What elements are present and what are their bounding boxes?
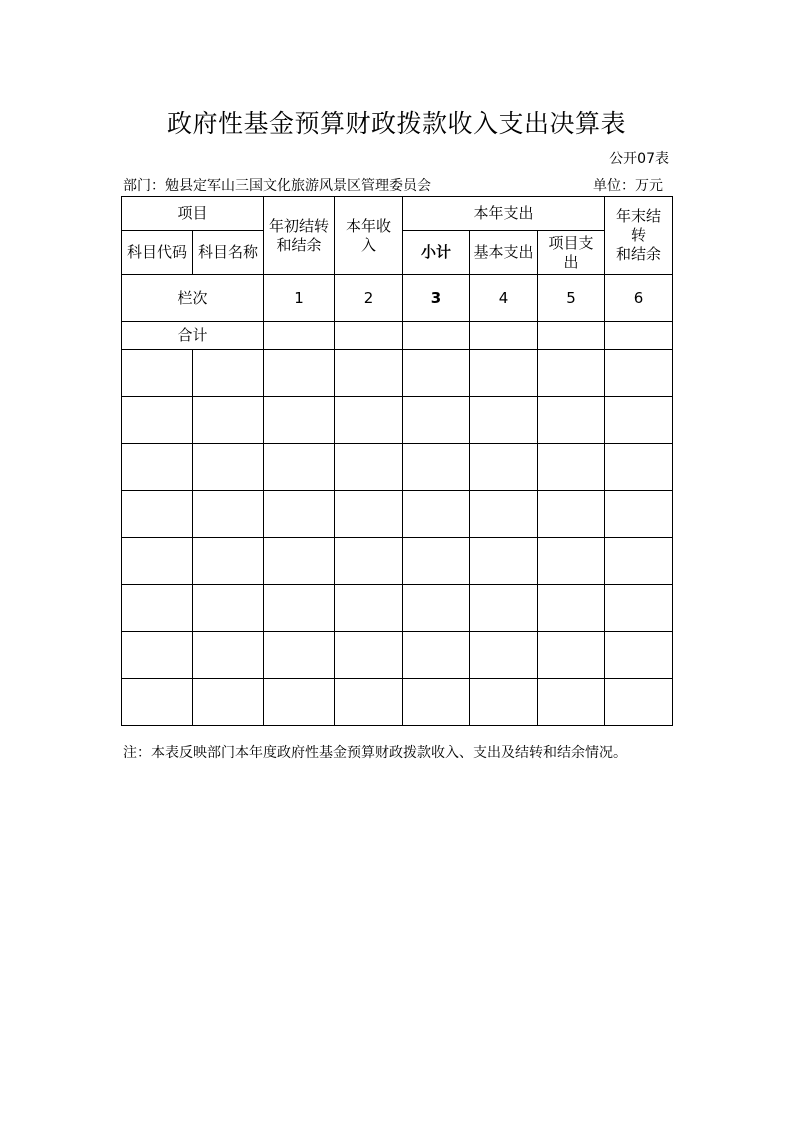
table-cell bbox=[122, 350, 193, 397]
header-basic-expenditure: 基本支出 bbox=[470, 231, 538, 275]
table-cell bbox=[470, 679, 538, 726]
table-cell bbox=[403, 350, 470, 397]
header-item: 项目 bbox=[122, 197, 264, 231]
table-cell bbox=[470, 444, 538, 491]
table-cell bbox=[605, 397, 673, 444]
header-subject-code: 科目代码 bbox=[122, 231, 193, 275]
table-cell bbox=[538, 491, 605, 538]
table-cell bbox=[403, 679, 470, 726]
table-cell bbox=[335, 350, 403, 397]
table-cell bbox=[264, 632, 335, 679]
col-number: 5 bbox=[538, 275, 605, 322]
budget-table bbox=[121, 196, 673, 726]
table-cell bbox=[335, 397, 403, 444]
col-number: 1 bbox=[264, 275, 335, 322]
table-cell bbox=[605, 538, 673, 585]
table-cell bbox=[470, 491, 538, 538]
table-cell bbox=[403, 491, 470, 538]
table-cell bbox=[264, 538, 335, 585]
table-cell bbox=[193, 444, 264, 491]
table-row bbox=[122, 397, 673, 444]
table-cell bbox=[605, 585, 673, 632]
table-cell bbox=[122, 491, 193, 538]
table-cell bbox=[403, 444, 470, 491]
col-number: 4 bbox=[470, 275, 538, 322]
table-cell bbox=[538, 350, 605, 397]
table-cell bbox=[193, 491, 264, 538]
header-project-expenditure: 项目支出 bbox=[538, 231, 605, 275]
table-row bbox=[122, 538, 673, 585]
unit-label: 单位：万元 bbox=[593, 178, 663, 194]
table-cell bbox=[122, 397, 193, 444]
table-cell bbox=[403, 585, 470, 632]
table-cell bbox=[122, 632, 193, 679]
table-cell bbox=[264, 350, 335, 397]
table-cell bbox=[605, 322, 673, 350]
col-number: 2 bbox=[335, 275, 403, 322]
table-cell bbox=[122, 679, 193, 726]
table-cell bbox=[122, 585, 193, 632]
form-number: 公开07表 bbox=[609, 151, 669, 167]
table-cell bbox=[193, 350, 264, 397]
table-cell bbox=[403, 397, 470, 444]
table-cell bbox=[264, 585, 335, 632]
table-cell bbox=[335, 322, 403, 350]
table-cell bbox=[538, 632, 605, 679]
header-subtotal: 小计 bbox=[403, 231, 470, 275]
table-cell bbox=[470, 350, 538, 397]
table-row bbox=[122, 444, 673, 491]
table-cell bbox=[403, 322, 470, 350]
row-index-label: 栏次 bbox=[122, 275, 264, 322]
department-label: 部门：勉县定军山三国文化旅游风景区管理委员会 bbox=[123, 178, 431, 194]
header-end-balance: 年末结转 和结余 bbox=[605, 197, 673, 275]
table-cell bbox=[264, 444, 335, 491]
table-cell bbox=[264, 397, 335, 444]
table-cell bbox=[193, 585, 264, 632]
table-cell bbox=[193, 538, 264, 585]
table-row bbox=[122, 491, 673, 538]
table-row bbox=[122, 350, 673, 397]
col-number: 6 bbox=[605, 275, 673, 322]
table-cell bbox=[122, 444, 193, 491]
table-cell bbox=[335, 679, 403, 726]
table-cell bbox=[538, 538, 605, 585]
header-expenditure: 本年支出 bbox=[403, 197, 605, 231]
total-row bbox=[122, 322, 673, 350]
table-cell bbox=[335, 538, 403, 585]
header-income: 本年收入 bbox=[335, 197, 403, 275]
table-cell bbox=[264, 491, 335, 538]
table-cell bbox=[538, 322, 605, 350]
table-row bbox=[122, 679, 673, 726]
table-cell bbox=[403, 632, 470, 679]
table-cell bbox=[264, 322, 335, 350]
table-cell bbox=[335, 585, 403, 632]
table-row bbox=[122, 585, 673, 632]
table-cell bbox=[193, 632, 264, 679]
table-cell bbox=[605, 444, 673, 491]
table-row bbox=[122, 632, 673, 679]
table-cell bbox=[470, 538, 538, 585]
table-cell bbox=[470, 322, 538, 350]
table-cell bbox=[193, 679, 264, 726]
footnote: 注：本表反映部门本年度政府性基金预算财政拨款收入、支出及结转和结余情况。 bbox=[123, 745, 627, 761]
table-cell bbox=[470, 397, 538, 444]
table-cell bbox=[335, 491, 403, 538]
table-cell bbox=[538, 397, 605, 444]
table-cell bbox=[605, 632, 673, 679]
table-cell bbox=[264, 679, 335, 726]
table-cell bbox=[403, 538, 470, 585]
table-cell bbox=[122, 538, 193, 585]
table-cell bbox=[605, 491, 673, 538]
header-begin-balance: 年初结转和结余 bbox=[264, 197, 335, 275]
col-number: 3 bbox=[403, 275, 470, 322]
table-cell bbox=[335, 444, 403, 491]
table-cell bbox=[538, 679, 605, 726]
total-label: 合计 bbox=[122, 322, 264, 350]
table-cell bbox=[335, 632, 403, 679]
table-cell bbox=[193, 397, 264, 444]
page-title: 政府性基金预算财政拨款收入支出决算表 bbox=[166, 109, 626, 138]
header-subject-name: 科目名称 bbox=[193, 231, 264, 275]
table-cell bbox=[538, 444, 605, 491]
row-index bbox=[122, 275, 673, 322]
table-cell bbox=[470, 632, 538, 679]
table-cell bbox=[605, 350, 673, 397]
table-cell bbox=[470, 585, 538, 632]
table-cell bbox=[538, 585, 605, 632]
table-cell bbox=[605, 679, 673, 726]
